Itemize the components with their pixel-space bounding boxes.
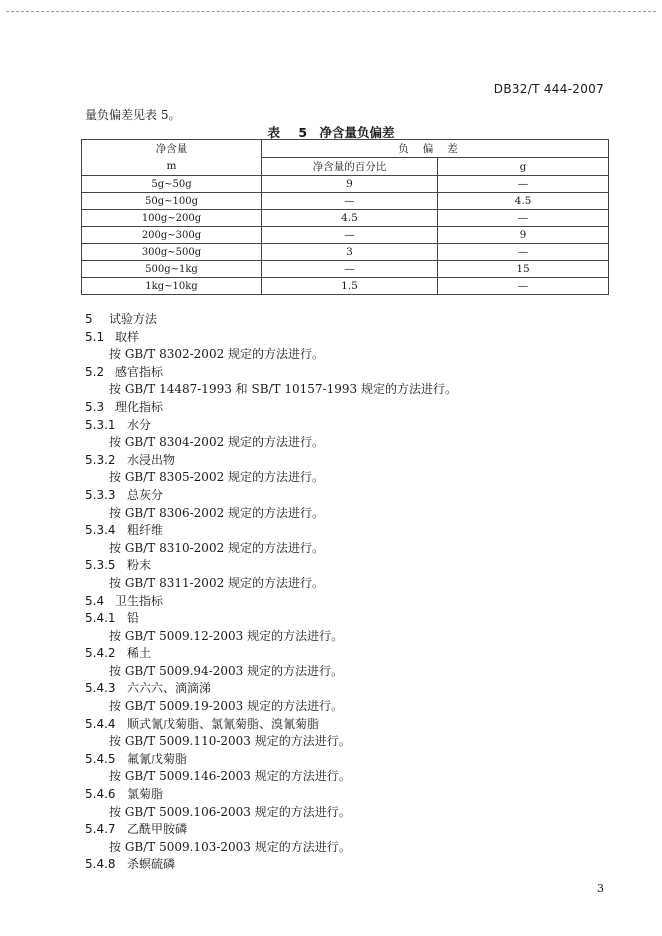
section-number: 5.4.6 (85, 787, 116, 802)
section-title: 乙酰甲胺磷 (127, 822, 188, 837)
method-text: 按 GB/T 5009.103-2003 规定的方法进行。 (109, 839, 351, 854)
column-header-unit: m (82, 158, 262, 176)
table-row (82, 176, 609, 193)
method-text: 按 GB/T 8310-2002 规定的方法进行。 (109, 540, 325, 555)
section-title: 杀螟硫磷 (127, 857, 176, 872)
section-title: 感官指标 (115, 364, 164, 379)
method-text: 按 GB/T 8302-2002 规定的方法进行。 (109, 347, 325, 362)
method-text: 按 GB/T 14487-1993 和 SB/T 10157-1993 规定的方法进行。 (109, 382, 457, 397)
section-title: 水分 (127, 417, 152, 432)
section-number: 5.4.1 (85, 611, 116, 626)
cell-gram-deviation: — (438, 210, 609, 227)
section-number: 5.3.4 (85, 523, 116, 538)
section-number: 5.3.2 (85, 452, 116, 467)
cell-gram-deviation: — (438, 176, 609, 193)
section-title: 氟氰戊菊脂 (127, 751, 188, 766)
section-heading (85, 593, 605, 611)
column-header-percentage: 净含量的百分比 (262, 158, 438, 176)
section-title: 卫生指标 (115, 593, 164, 608)
section-title: 总灰分 (127, 487, 164, 502)
table-subheader-row (82, 158, 609, 176)
net-content-deviation-table (81, 139, 609, 295)
method-text: 按 GB/T 5009.19-2003 规定的方法进行。 (109, 699, 344, 714)
section-heading (85, 399, 605, 417)
table-row (82, 193, 609, 210)
cell-net-content-range: 300g~500g (82, 244, 262, 261)
test-methods-section (85, 311, 605, 874)
section-heading (85, 786, 605, 804)
section-number: 5.3.1 (85, 417, 116, 432)
section-heading (85, 821, 605, 839)
method-text: 按 GB/T 5009.146-2003 规定的方法进行。 (109, 769, 351, 784)
section-heading (85, 311, 605, 329)
section-title: 氯菊脂 (127, 787, 164, 802)
section-heading (85, 487, 605, 505)
table-row (82, 261, 609, 278)
method-text: 按 GB/T 8304-2002 规定的方法进行。 (109, 435, 325, 450)
method-text: 按 GB/T 8305-2002 规定的方法进行。 (109, 470, 325, 485)
cell-net-content-range: 100g~200g (82, 210, 262, 227)
method-text: 按 GB/T 5009.110-2003 规定的方法进行。 (109, 734, 351, 749)
section-number: 5.2 (85, 364, 105, 379)
table-row (82, 227, 609, 244)
section-title: 取样 (115, 329, 140, 344)
section-heading (85, 364, 605, 382)
section-heading (85, 522, 605, 540)
section-heading (85, 645, 605, 663)
cell-net-content-range: 5g~50g (82, 176, 262, 193)
document-code: DB32/T 444-2007 (493, 82, 604, 96)
cell-percentage-deviation: 1.5 (262, 278, 438, 295)
section-number: 5.3.5 (85, 558, 116, 573)
column-header-net-content: 净含量 (82, 140, 262, 158)
section-number: 5 (85, 312, 93, 326)
section-heading (85, 856, 605, 874)
table-row (82, 244, 609, 261)
cell-percentage-deviation: 9 (262, 176, 438, 193)
method-text: 按 GB/T 5009.12-2003 规定的方法进行。 (109, 628, 344, 643)
cell-percentage-deviation: — (262, 227, 438, 244)
cell-gram-deviation: 4.5 (438, 193, 609, 210)
section-title: 理化指标 (115, 399, 164, 414)
section-title: 六六六、滴滴涕 (127, 681, 212, 696)
section-title: 粉末 (127, 558, 152, 573)
cell-net-content-range: 1kg~10kg (82, 278, 262, 295)
table-row (82, 278, 609, 295)
section-title: 顺式氰戊菊脂、氯氰菊脂、溴氰菊脂 (127, 716, 320, 731)
section-number: 5.4.3 (85, 681, 116, 696)
method-text: 按 GB/T 5009.106-2003 规定的方法进行。 (109, 804, 351, 819)
column-header-negative-deviation: 负偏差 (262, 140, 609, 158)
section-heading (85, 751, 605, 769)
section-heading (85, 452, 605, 470)
section-heading (85, 610, 605, 628)
section-number: 5.1 (85, 329, 105, 344)
table-title: 表 5 净含量负偏差 (267, 125, 395, 140)
method-text: 按 GB/T 5009.94-2003 规定的方法进行。 (109, 663, 344, 678)
page-number: 3 (597, 882, 604, 895)
cell-percentage-deviation: 4.5 (262, 210, 438, 227)
section-title: 粗纤维 (127, 523, 164, 538)
section-heading (85, 329, 605, 347)
cell-net-content-range: 200g~300g (82, 227, 262, 244)
section-heading (85, 557, 605, 575)
column-header-grams: g (438, 158, 609, 176)
cell-gram-deviation: — (438, 278, 609, 295)
section-title: 试验方法 (109, 312, 158, 326)
section-number: 5.4.2 (85, 646, 116, 661)
section-number: 5.4.7 (85, 822, 116, 837)
section-heading (85, 680, 605, 698)
cell-percentage-deviation: — (262, 261, 438, 278)
cell-percentage-deviation: — (262, 193, 438, 210)
cell-gram-deviation: 15 (438, 261, 609, 278)
section-number: 5.4 (85, 593, 105, 608)
cell-net-content-range: 500g~1kg (82, 261, 262, 278)
section-title: 稀土 (127, 646, 152, 661)
section-title: 水浸出物 (127, 452, 176, 467)
section-number: 5.3.3 (85, 487, 116, 502)
section-heading (85, 716, 605, 734)
cell-gram-deviation: — (438, 244, 609, 261)
section-number: 5.4.4 (85, 716, 116, 731)
method-text: 按 GB/T 8306-2002 规定的方法进行。 (109, 505, 325, 520)
table-header-row (82, 140, 609, 158)
section-number: 5.4.5 (85, 751, 116, 766)
method-text: 按 GB/T 8311-2002 规定的方法进行。 (109, 575, 325, 590)
cell-net-content-range: 50g~100g (82, 193, 262, 210)
section-number: 5.3 (85, 399, 105, 414)
section-heading (85, 417, 605, 435)
intro-text: 量负偏差见表 5。 (85, 108, 181, 122)
section-title: 铅 (127, 611, 140, 626)
cell-percentage-deviation: 3 (262, 244, 438, 261)
section-number: 5.4.8 (85, 857, 116, 872)
header-rule (6, 11, 656, 12)
cell-gram-deviation: 9 (438, 227, 609, 244)
table-row (82, 210, 609, 227)
